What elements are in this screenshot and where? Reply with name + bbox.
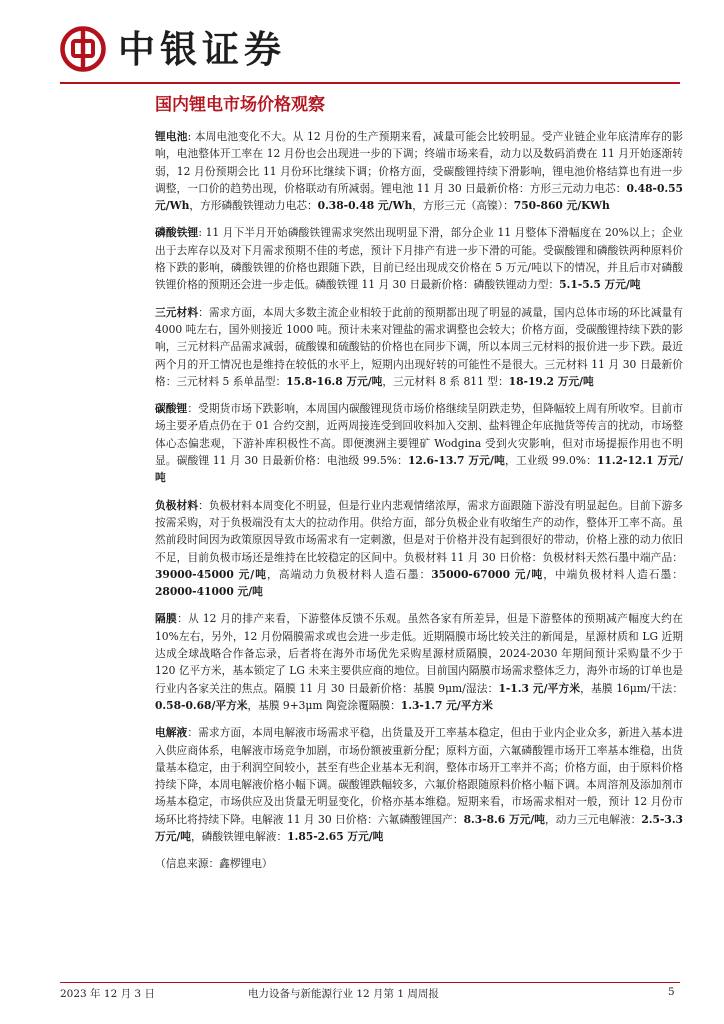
price-value: 11.2-12.1 万元/吨 (155, 454, 683, 485)
paragraph-anode (155, 497, 683, 601)
price-value: 1.85-2.65 万元/吨 (287, 829, 384, 843)
article-body (155, 128, 683, 872)
text: : 本周电池变化不大。从 12 月份的生产预期来看，减量可能会比较明显。受产业链企业年底清库存的影响，电池整体开工率在 12 月份也会出现进一步的下调；终端市场来看，动力以及数码消费在 11 月开始逐渐转弱，12 月份预期会比 11 月份环比继续下调；价格方面，受碳酸锂持续下滑影响，锂电池价格结算也有进一步调整，一口价的趋势出现，价格联动有所减弱。锂电池 11 月 30 日最新价格：方形三元动力电芯： (155, 130, 683, 195)
paragraph-lfp (155, 224, 683, 293)
paragraph-separator (155, 610, 683, 714)
price-value: 28000-41000 元/吨 (155, 585, 263, 599)
text: ，磷酸铁锂电解液： (190, 829, 288, 843)
price-value: 0.48-0.55 元/Wh (155, 181, 683, 213)
text: ：负极材料本周变化不明显，但是行业内悲观情绪浓厚，需求方面跟随下游没有明显起色。目前下游多按需采购，对于负极端没有太大的拉动作用。供给方面，部分负极企业有收缩生产的动作，整体开工率不高。虽然前段时间因为政策原因导致市场需求有一定刺激，但是对于价格并没有起到很好的带动，价格上涨的动力依旧不足，目前负极市场还是维持在比较稳定的区间中。负极材料 11 月 30 日价格：负极材料天然石墨中端产品： (155, 498, 683, 564)
price-value: 39000-45000 元/吨 (155, 567, 267, 581)
header-divider (60, 82, 680, 84)
text: ，方形磷酸铁锂动力电芯： (189, 199, 318, 213)
paragraph-battery (155, 128, 683, 214)
price-value: 0.38-0.48 元/Wh (317, 199, 413, 213)
term-label: 三元材料 (155, 305, 199, 319)
price-value: 0.58-0.68/平方米 (155, 698, 248, 712)
paragraph-ternary (155, 304, 683, 390)
text: ：从 12 月的排产来看，下游整体反馈不乐观。虽然各家有所差异，但是下游整体的预期减产幅度大约在 10%左右，另外，12 月份隔膜需求或也会进一步走低。近期隔膜市场比较关注的新闻是，星源材质和 LG 近期达成全球战略合作备忘录，后者将在海外市场优先采购星源材质隔膜，2024-2030 年期间预计采购量不少于 120 亿平方米，基本锁定了 LG 未来主要供应商的地位。目前国内隔膜市场需求整体乏力，海外市场的订单也是行业内各家关注的焦点。隔膜 11 月 30 日最新价格：基膜 9μm/湿法： (155, 612, 683, 695)
term-label: 电解液 (155, 726, 188, 740)
section-title: 国内锂电市场价格观察 (155, 95, 325, 115)
price-value: 18-19.2 万元/吨 (508, 374, 594, 388)
text: ：需求方面，本周电解液市场需求平稳，出货量及开工率基本稳定，但由于业内企业众多，新进入基本进入供应商体系，电解液市场竞争加剧，市场份额被重新分配；原料方面，六氟磷酸锂市场开工率基本维稳，出货量基本稳定，由于利润空间较小，甚至有些企业基本无利润，整体市场开工率并不高；价格方面，由于原料价格持续下降，本周电解液价格小幅下调。碳酸锂跌幅较多，六氟价格跟随原料价格小幅下调。本周溶剂及添加剂市场基本稳定，市场供应及出货量无明显变化，价格亦基本维稳。短期来看，市场需求相对一般，预计 12 月份市场环比将持续下降。电解液 11 月 30 日价格：六氟磷酸锂国产： (155, 726, 683, 826)
term-label: 隔膜 (155, 612, 178, 626)
text: ，中端负极材料人造石墨： (543, 567, 683, 581)
price-value: 12.6-13.7 万元/吨 (407, 454, 505, 468)
price-value: 2.5-3.3 万元/吨 (155, 812, 683, 843)
text: ，三元材料 8 系 811 型： (382, 374, 509, 388)
price-value: 750-860 元/KWh (513, 199, 610, 213)
price-value: 1-1.3 元/平方米 (498, 681, 581, 695)
price-value: 8.3-8.6 万元/吨 (463, 812, 545, 826)
text: ，高端动力负极材料人造石墨： (266, 567, 432, 581)
paragraph-lithium-carbonate (155, 400, 683, 486)
term-label: 磷酸铁锂 (155, 226, 199, 240)
price-value: 15.8-16.8 万元/吨 (286, 374, 383, 388)
price-value: 5.1-5.5 万元/吨 (559, 278, 641, 292)
text: ，基膜 9+3μm 陶瓷涂覆隔膜： (247, 698, 401, 712)
price-value: 1.3-1.7 元/平方米 (400, 698, 493, 712)
footer-date: 2023 年 12 月 3 日 (60, 988, 155, 1000)
page-number: 5 (668, 986, 675, 998)
text: ，方形三元（高镍）： (412, 199, 514, 213)
source-note: （信息来源：鑫椤锂电） (155, 857, 273, 871)
term-label: 碳酸锂 (155, 402, 188, 416)
report-header (60, 26, 680, 82)
text: ，动力三元电解液： (545, 812, 642, 826)
brand-name: 中银证券 (118, 28, 286, 71)
text: : 11 月下半月开始磷酸铁锂需求突然出现明显下滑，部分企业 11 月整体下滑幅度在 20%以上；企业出于去库存以及对下月需求预期不佳的考虑，预计下月排产有进一步下滑的可能。受碳酸锂和磷酸铁两种原料价格下跌的影响，磷酸铁锂的价格也跟随下跌，目前已经出现成交价格在 5 万元/吨以下的情况，并且后市对磷酸铁锂价格的预期还会进一步走低。磷酸铁锂 11 月 30 日最新价格：磷酸铁锂动力型： (155, 226, 683, 292)
paragraph-electrolyte (155, 724, 683, 845)
text: ，工业级 99.0%： (504, 454, 597, 468)
footer-divider (60, 982, 680, 983)
text: ：受期货市场下跌影响，本周国内碳酸锂现货市场价格继续呈阴跌走势，但降幅较上周有所收窄。目前市场主要矛盾点仍在于 01 合约交割，近两周接连受到回收料加入交割、盐料锂企年底抛货等传言的扰动，市场整体心态偏悲观，下游补库积极性不高。即便澳洲主要锂矿 Wodgina 受到火灾影响，但对市场提振作用也不明显。碳酸锂 11 月 30 日最新价格：电池级 99.5%： (155, 402, 683, 468)
price-value: 35000-67000 元/吨 (431, 567, 544, 581)
footer-report-title: 电力设备与新能源行业 12 月第 1 周周报 (248, 988, 439, 1000)
term-label: 锂电池 (155, 130, 188, 143)
text: ，基膜 16μm/干法： (580, 681, 684, 695)
text: ：需求方面，本周大多数主流企业相较于此前的预期都出现了明显的减量，国内总体市场的环比减量有 4000 吨左右，国外则接近 1000 吨。预计未来对锂盐的需求调整也会较大；价格方面，受碳酸锂持续下跌的影响，三元材料产品需求减弱，硫酸镍和硫酸钴的价格也在同步下调，所以本周三元材料的报价进一步下跌。最近两个月的开工情况也是维持在较低的水平上，短期内出现好转的可能性不是很大。三元材料 11 月 30 日最新价格：三元材料 5 系单晶型： (155, 305, 683, 388)
bank-of-china-logo-icon (60, 26, 106, 72)
term-label: 负极材料 (155, 498, 199, 512)
